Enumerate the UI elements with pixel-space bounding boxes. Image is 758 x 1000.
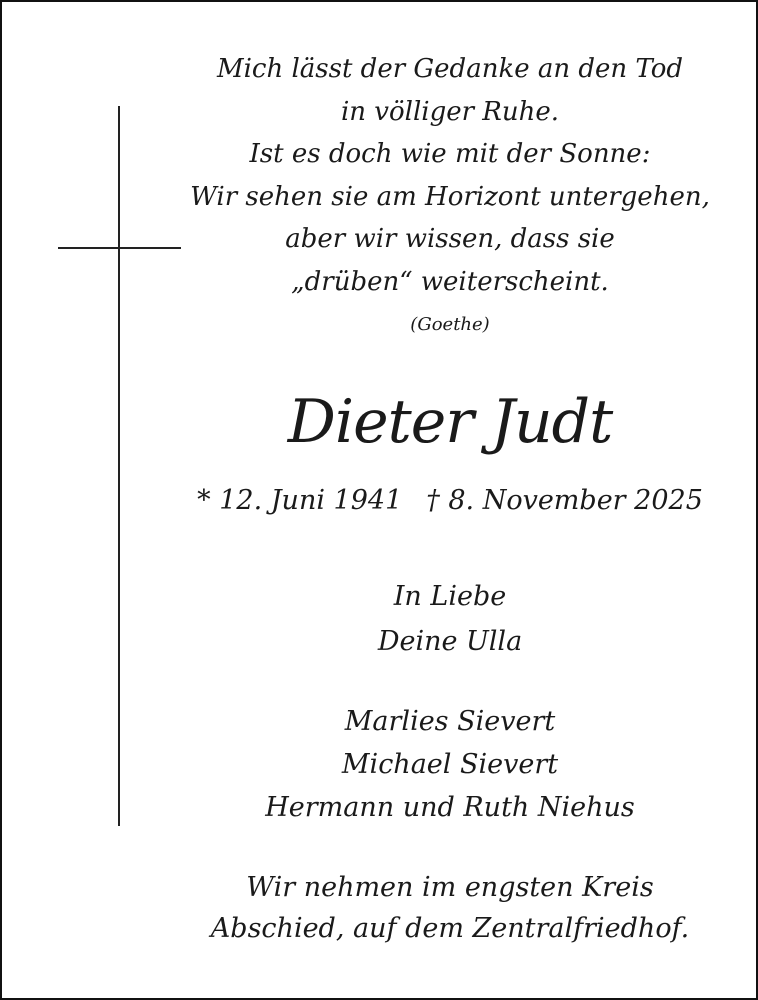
poem-line: Mich lässt der Gedanke an den Tod bbox=[216, 54, 684, 84]
notice-line: Abschied, auf dem Zentralfriedhof. bbox=[210, 913, 690, 944]
poem-line: „drüben“ weiterscheint. bbox=[291, 266, 609, 297]
poem-line: Wir sehen sie am Horizont untergehen, bbox=[190, 181, 710, 212]
poem-line: aber wir wissen, dass sie bbox=[285, 224, 615, 254]
farewell-line: Deine Ulla bbox=[377, 626, 523, 657]
family-member: Michael Sievert bbox=[341, 749, 559, 780]
birth-date: * 12. Juni 1941 bbox=[197, 485, 403, 516]
notice-line: Wir nehmen im engsten Kreis bbox=[246, 872, 654, 903]
farewell-line: In Liebe bbox=[393, 581, 507, 612]
death-date: † 8. November 2025 bbox=[426, 485, 703, 516]
life-dates bbox=[150, 481, 750, 521]
cross-vertical-bar bbox=[118, 106, 120, 826]
funeral-notice bbox=[150, 867, 750, 949]
family-member: Marlies Sievert bbox=[344, 706, 556, 737]
family-list bbox=[150, 700, 750, 829]
poem-line: Ist es doch wie mit der Sonne: bbox=[249, 139, 651, 169]
poem-author: (Goethe) bbox=[410, 314, 490, 335]
farewell bbox=[150, 574, 750, 664]
deceased-name: Dieter Judt bbox=[287, 387, 613, 457]
family-member: Hermann und Ruth Niehus bbox=[265, 792, 635, 823]
poem-line: in völliger Ruhe. bbox=[340, 96, 560, 127]
poem bbox=[150, 48, 750, 303]
